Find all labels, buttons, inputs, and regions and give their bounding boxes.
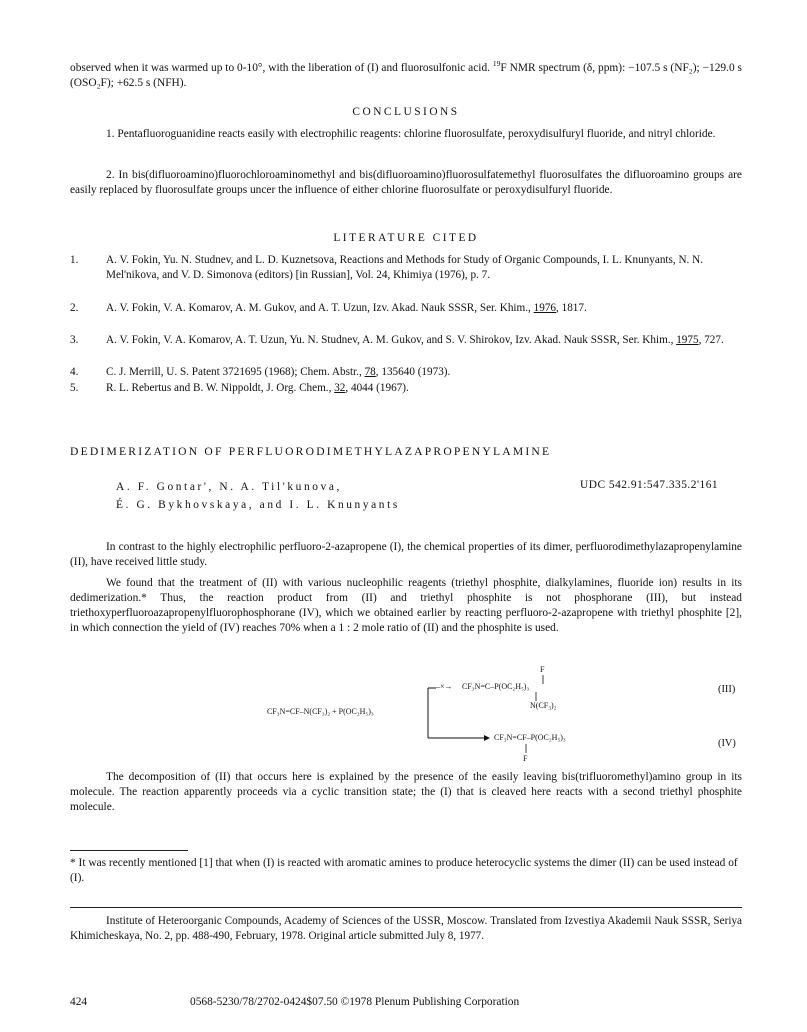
page-number: 424 [70, 996, 88, 1008]
top-product-n-substituent: N(CF₃)₂ [530, 701, 557, 710]
article-authors: A. F. Gontar', N. A. Til'kunova, É. G. Bykhovskaya, and I. L. Knunyants [116, 481, 400, 511]
article-paragraph-3: The decomposition of (II) that occurs here is explained by the presence of the easily leaving bis(trifluoromethyl)amino group in its molecule. The reaction apparently proceeds via a cyclic transition state; the (I) that is cleaved here reacts with a second triethyl phosphite molecule. [70, 771, 742, 813]
reference-4: 4. C. J. Merrill, U. S. Patent 3721695 (1968); Chem. Abstr., 78, 135640 (1973). [70, 366, 451, 378]
copyright-line: 0568-5230/78/2702-0424$07.50 ©1978 Plenum Publishing Corporation [190, 996, 520, 1008]
footnote: * It was recently mentioned [1] that when (I) is reacted with aromatic amines to produce heterocyclic systems the dimer (II) can be used instead of (I). [70, 857, 738, 884]
top-arrow-crossed: –×→ [436, 682, 453, 691]
reaction-scheme [0, 660, 807, 770]
scheme-lines [0, 660, 807, 770]
article-paragraph-1: In contrast to the highly electrophilic perfluoro-2-azapropene (I), the chemical properties of its dimer, perfluorodimethylazapropenylamine (II), have received little study. [70, 541, 742, 568]
footnote-rule [70, 850, 188, 851]
conclusion-item-2: 2. In bis(difluoroamino)fluorochloroaminomethyl and bis(difluoroamino)fluorosulfatemethyl fluorosulfates the difluoroamino groups are easily replaced by fluorosulfate groups uncer the influence of either chlorine fluorosulfate or peroxydisulfuryl fluoride. [70, 169, 742, 196]
reactants-formula: CF₃N=CF–N(CF₃)₂ + P(OC₂H₅)₃ [267, 707, 374, 716]
top-f-atom: F [540, 665, 545, 674]
reference-5: 5. R. L. Rebertus and B. W. Nippoldt, J. Org. Chem., 32, 4044 (1967). [70, 382, 409, 394]
article-paragraph-2: We found that the treatment of (II) with various nucleophilic reagents (triethyl phosphite, dialkylamines, fluoride ion) results in its dedimerization.* Thus, the reaction product from (II) and triethyl phosphite is not phosphorane (III), but instead triethoxyperfluoroazapropenylfluorophosphorane (IV), which we obtained earlier by reacting perfluoro-2-azapropene with triethyl phosphite [2], in which connection the yield of (IV) reaches 70% when a 1 : 2 mole ratio of (II) and the phosphite is used. [70, 577, 742, 634]
literature-heading: LITERATURE CITED [333, 232, 479, 244]
nmr-paragraph: observed when it was warmed up to 0-10°, with the liberation of (I) and fluorosulfonic acid. $^{19}$F NMR spectrum (δ, ppm): −107.5 s (NF₂); −129.0 s (OSO₂F); +62.5 s (NFH). [70, 59, 742, 89]
conclusion-item-1: 1. Pentafluoroguanidine reacts easily with electrophilic reagents: chlorine fluorosulfate, peroxydisulfuryl fluoride, and nitryl chloride. [106, 128, 716, 140]
article-title: DEDIMERIZATION OF PERFLUORODIMETHYLAZAPROPENYLAMINE [70, 445, 552, 458]
label-iii: (III) [718, 684, 736, 695]
institute-note: Institute of Heteroorganic Compounds, Academy of Sciences of the USSR, Moscow. Translated from Izvestiya Akademii Nauk SSSR, Seriya Khimicheskaya, No. 2, pp. 488-490, February, 1978. Original article submitted July 8, 1977. [70, 915, 742, 942]
institute-rule [70, 907, 742, 908]
reference-3: 3. A. V. Fokin, V. A. Komarov, A. T. Uzun, Yu. N. Studnev, A. M. Gukov, and S. V. Shirokov, Izv. Akad. Nauk SSSR, Ser. Khim., 1975, 727. [70, 334, 724, 346]
udc-code: UDC 542.91:547.335.2'161 [580, 479, 719, 491]
label-iv: (IV) [718, 738, 736, 749]
scheme-lower-arrowhead [484, 735, 490, 741]
bottom-f-atom: F [523, 754, 528, 763]
reference-1: 1. A. V. Fokin, Yu. N. Studnev, and L. D. Kuznetsova, Reactions and Methods for Study of Organic Compounds, I. L. Knunyants, N. N. Mel'nikova, and V. D. Simonova (editors) [in Russian], Vol. 24, Khimiya (1976), p. 7. [70, 254, 704, 281]
conclusions-heading: CONCLUSIONS [352, 106, 460, 118]
top-product-formula: CF₃N=C–P(OC₂H₅)₃ [462, 682, 530, 691]
bottom-product-formula: CF₃N=CF–P(OC₂H₅)₃ [494, 733, 566, 742]
reference-2: 2. A. V. Fokin, V. A. Komarov, A. M. Gukov, and A. T. Uzun, Izv. Akad. Nauk SSSR, Ser. Khim., 1976, 1817. [70, 302, 587, 314]
